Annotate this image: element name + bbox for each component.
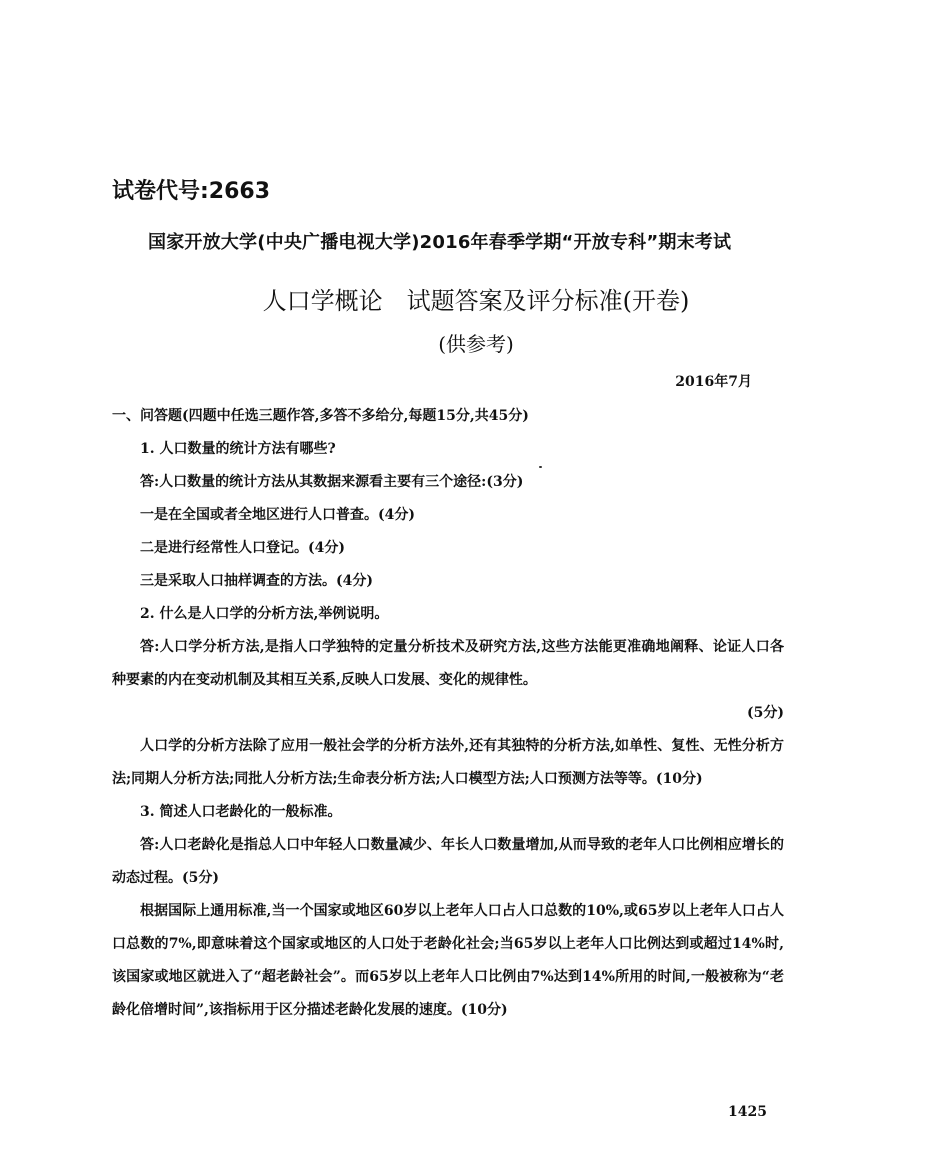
answer-1-point-1: 一是在全国或者全地区进行人口普查。(4分): [140, 507, 415, 523]
answer-1-intro: 答:人口数量的统计方法从其数据来源看主要有三个途径:(3分): [140, 474, 524, 490]
answer-2-definition: 答:人口学分析方法,是指人口学独特的定量分析技术及研究方法,这些方法能更准确地阐释、论证人口各种要素的内在变动机制及其相互关系,反映人口发展、变化的规律性。: [112, 639, 784, 688]
page-number: 1425: [728, 1104, 767, 1120]
section-heading: 一、问答题(四题中任选三题作答,多答不多给分,每题15分,共45分): [112, 408, 529, 424]
exam-title: 国家开放大学(中央广播电视大学)2016年春季学期“开放专科”期末考试: [148, 232, 732, 253]
answer-2-score: (5分): [747, 705, 784, 721]
reference-note: (供参考): [438, 332, 514, 356]
answer-2-methods: 人口学的分析方法除了应用一般社会学的分析方法外,还有其独特的分析方法,如单性、复性、无性分析方法;同期人分析方法;同批人分析方法;生命表分析方法;人口模型方法;人口预测方法等等。(10分): [112, 738, 784, 787]
course-title: 人口学概论 试题答案及评分标准(开卷): [262, 287, 690, 315]
exam-date: 2016年7月: [675, 374, 752, 390]
question-2: 2. 什么是人口学的分析方法,举例说明。: [140, 606, 389, 622]
question-3: 3. 简述人口老龄化的一般标准。: [140, 804, 342, 820]
answer-1-point-2: 二是进行经常性人口登记。(4分): [140, 540, 345, 556]
question-1: 1. 人口数量的统计方法有哪些?: [140, 441, 336, 457]
paper-code: 试卷代号:2663: [112, 179, 271, 204]
answer-body: [112, 400, 784, 1027]
answer-1-point-3: 三是采取人口抽样调查的方法。(4分): [140, 573, 373, 589]
answer-3-definition: 答:人口老龄化是指总人口中年轻人口数量减少、年长人口数量增加,从而导致的老年人口比例相应增长的动态过程。(5分): [112, 837, 784, 886]
answer-3-standard: 根据国际上通用标准,当一个国家或地区60岁以上老年人口占人口总数的10%,或65岁以上老年人口占人口总数的7%,即意味着这个国家或地区的人口处于老龄化社会;当65岁以上老年人口比例达到或超过14%时,该国家或地区就进入了“超老龄社会”。而65岁以上老年人口比例由7%达到14%所用的时间,一般被称为“老龄化倍增时间”,该指标用于区分描述老龄化发展的速度。(10分): [112, 903, 784, 1018]
scan-speck: [539, 466, 542, 468]
